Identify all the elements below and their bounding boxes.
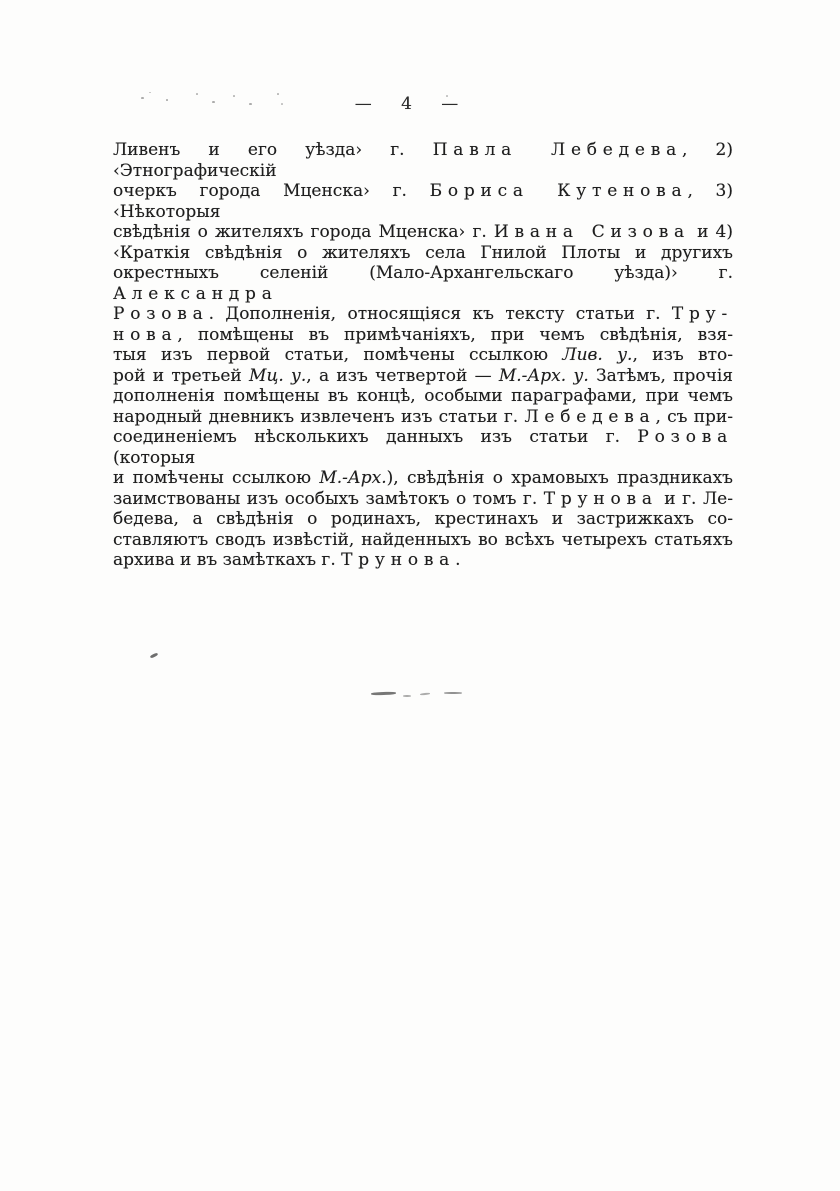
italic-citation: Лив. у. [562,345,633,365]
letterspaced-name: Александра [113,283,278,304]
scan-speck [212,101,215,103]
body-text: ‹Краткія свѣдѣнія о жителяхъ села Гнилой Плоты и другихъ [113,242,733,263]
body-text: тыя изъ первой статьи, помѣчены ссылкою [113,345,563,365]
text-line [113,386,733,407]
body-text: очеркъ города Мценска› г. [113,181,430,201]
body-text: , а изъ четвертой — [306,365,499,386]
scan-speck [444,692,462,694]
body-text: рой и третьей [113,365,250,386]
body-text: , съ при- [655,406,733,427]
letterspaced-name: Тру- [671,304,733,324]
body-text: и г. Ле- [657,488,733,509]
letterspaced-name: Трунова [341,550,456,570]
text-line [113,140,733,181]
body-text: заимствованы изъ особыхъ замѣтокъ о томъ г. [113,488,544,509]
body-text: . [455,550,461,570]
text-line [113,489,733,510]
paragraph [113,140,733,571]
body-text: Затѣмъ, прочія [588,365,733,386]
body-text: (которыя [113,447,196,468]
body-text: . Дополненія, относящіяся къ тексту статьи г. [208,304,672,324]
text-line [113,243,733,264]
scan-speck [249,103,252,105]
italic-citation: М.-Арх. [319,468,387,488]
scan-speck [233,95,235,97]
text-line [113,325,733,346]
body-text: ), свѣдѣнія о храмовыхъ праздникахъ [386,468,733,488]
scan-speck [141,97,144,99]
body-text: архива и въ замѣткахъ г. [113,550,342,570]
scan-speck [281,103,283,105]
letterspaced-name: Ивана Сизова [493,222,690,242]
body-text: Ливенъ и его уѣзда› г. [113,140,433,160]
body-text: дополненія помѣщены въ концѣ, особыми параграфами, при чемъ [113,386,733,406]
scan-speck [420,693,430,696]
scan-speck [371,692,396,696]
body-text: ставляютъ сводъ извѣстій, найденныхъ во всѣхъ четырехъ статьяхъ [113,529,733,550]
body-text: , 3) ‹Нѣкоторыя [113,181,733,222]
text-line [113,550,733,571]
letterspaced-name: Трунова [543,488,658,509]
body-text: соединеніемъ нѣсколькихъ данныхъ изъ статьи г. [113,427,638,447]
text-line [113,345,733,366]
scan-speck [446,95,448,97]
letterspaced-name: Лебедева [524,406,656,427]
body-text: народный дневникъ извлеченъ изъ статьи г. [113,406,525,427]
page-number-header: — 4 — [354,94,460,114]
scan-speck [196,93,198,95]
body-text: , изъ вто- [632,345,733,365]
text-line [113,530,733,551]
body-text: свѣдѣнія о жителяхъ города Мценска› г. [113,222,494,242]
body-text: , помѣщены въ примѣчаніяхъ, при чемъ свѣдѣнія, взя- [177,324,733,345]
scan-speck [149,92,151,93]
text-line [113,468,733,489]
body-text: и помѣчены ссылкою [113,468,320,488]
letterspaced-name: Розова [637,427,733,447]
text-line [113,407,733,428]
scan-speck [403,695,411,697]
text-line [113,366,733,387]
text-line [113,222,733,243]
text-line [113,181,733,222]
scan-speck [277,93,279,95]
letterspaced-name: Павла Лебедева [432,140,682,160]
text-line [113,427,733,468]
letterspaced-name: Бориса Кутенова [429,181,688,201]
body-text: бедева, а свѣдѣнія о родинахъ, крестинахъ и застрижкахъ со- [113,509,733,529]
italic-citation: М.-Арх. у. [498,365,589,386]
body-text: окрестныхъ селеній (Мало-Архангельскаго уѣзда)› г. [113,263,733,283]
scan-speck [150,652,159,658]
text-line [113,304,733,325]
body-text: , 2) ‹Этнографическій [113,140,733,181]
body-text: и 4) [689,222,734,242]
letterspaced-name: нова [113,324,178,345]
italic-citation: Мц. у. [249,365,307,386]
text-line [113,263,733,304]
scan-speck [166,99,168,101]
text-line [113,509,733,530]
letterspaced-name: Розова [113,304,209,324]
